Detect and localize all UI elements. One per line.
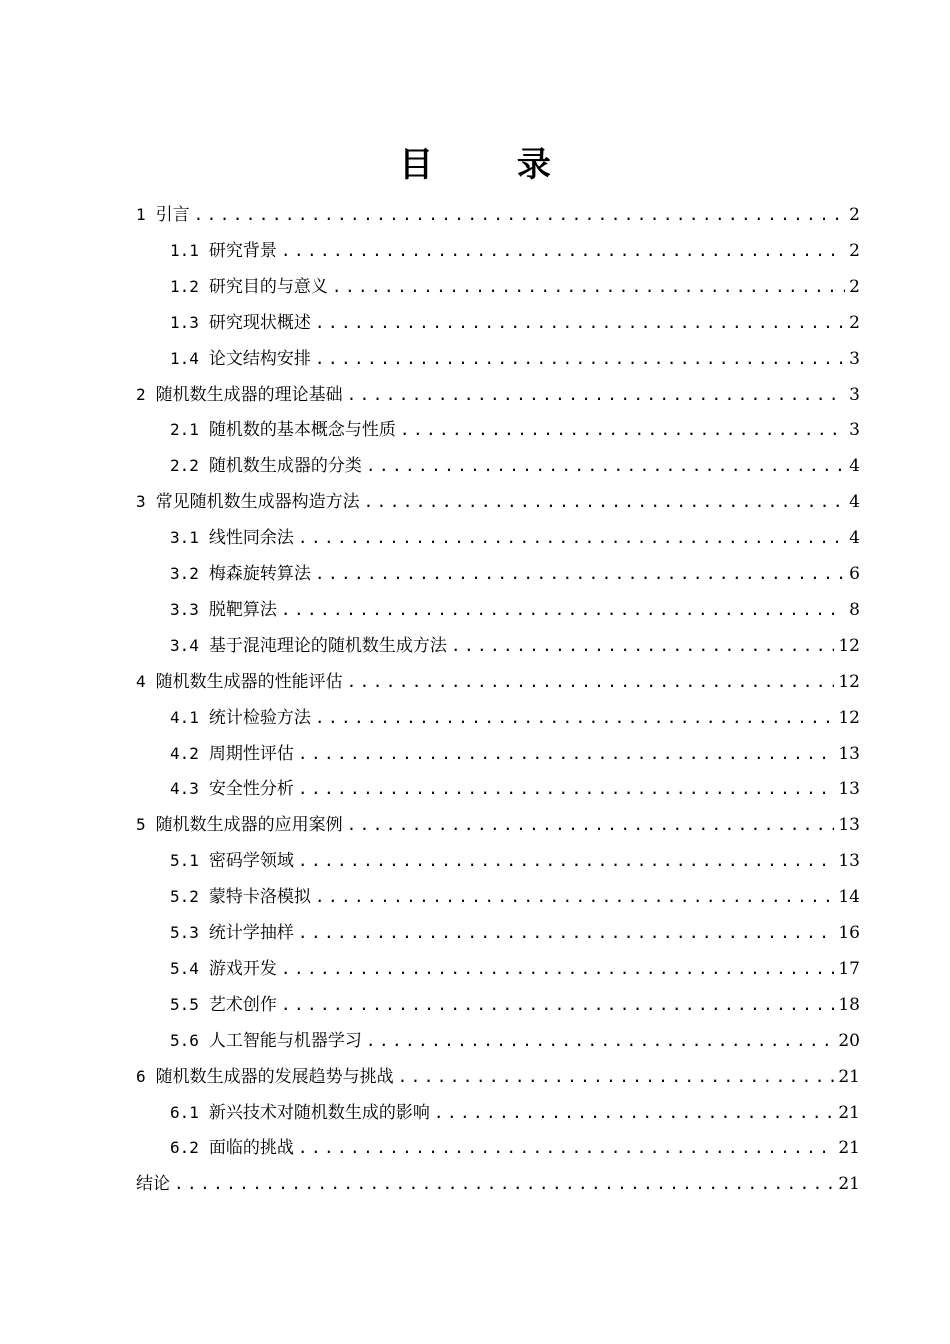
toc-entry[interactable]	[170, 597, 860, 623]
toc-dot-leader	[315, 310, 845, 336]
toc-entry-title: 引言	[155, 205, 190, 225]
toc-dot-leader	[315, 346, 845, 372]
toc-entry-title: 统计检验方法	[208, 707, 311, 728]
toc-entry-page-number: 2	[849, 312, 860, 333]
toc-entry-page-number: 14	[838, 887, 860, 908]
toc-entry-title: 面临的挑战	[208, 1138, 294, 1159]
toc-entry-page-number: 3	[849, 348, 860, 369]
toc-entry-page-number: 6	[849, 564, 860, 584]
toc-entry[interactable]	[136, 1171, 860, 1197]
toc-dot-leader	[315, 705, 834, 731]
toc-entry-number: 3.4	[170, 635, 199, 655]
toc-entry[interactable]	[170, 238, 860, 264]
toc-entry-title: 研究目的与意义	[208, 276, 328, 297]
toc-dot-leader	[364, 489, 846, 515]
toc-entry-title: 随机数生成器的理论基础	[155, 384, 343, 405]
toc-entry-number: 5.6	[170, 1030, 199, 1050]
toc-entry-number: 6.2	[170, 1138, 199, 1158]
toc-dot-leader	[347, 812, 835, 838]
toc-dot-leader	[298, 1135, 834, 1161]
toc-entry-page-number: 21	[838, 1138, 860, 1159]
toc-entry-page-number: 21	[838, 1102, 860, 1123]
toc-entry-title: 随机数生成器的分类	[208, 456, 362, 477]
toc-entry-number: 3.2	[170, 564, 199, 583]
toc-entry-title: 人工智能与机器学习	[208, 1030, 362, 1051]
toc-entry[interactable]	[170, 705, 860, 731]
toc-dot-leader	[366, 1028, 834, 1054]
toc-entry-title: 统计学抽样	[208, 923, 294, 943]
toc-entry[interactable]	[170, 417, 860, 443]
toc-entry-title: 研究背景	[208, 240, 277, 261]
toc-entry-page-number: 4	[849, 528, 860, 549]
toc-entry[interactable]	[170, 310, 860, 336]
toc-entry[interactable]	[136, 1064, 860, 1090]
toc-dot-leader	[347, 669, 835, 695]
toc-entry[interactable]	[170, 633, 860, 659]
toc-dot-leader	[366, 453, 845, 479]
toc-entry-number: 1.4	[170, 348, 199, 368]
toc-entry-number: 3.1	[170, 528, 199, 548]
toc-entry-number: 5.2	[170, 887, 199, 907]
toc-dot-leader	[281, 238, 845, 264]
toc-entry-number: 1.1	[170, 240, 199, 260]
toc-entry-page-number: 13	[838, 815, 860, 836]
toc-entry-title: 随机数生成器的发展趋势与挑战	[155, 1066, 394, 1087]
toc-entry-page-number: 13	[838, 779, 860, 800]
toc-entry[interactable]	[136, 382, 860, 408]
toc-dot-leader	[298, 848, 834, 874]
toc-entry[interactable]	[170, 453, 860, 479]
toc-entry-title: 线性同余法	[208, 528, 294, 549]
toc-entry-page-number: 4	[849, 492, 860, 513]
toc-entry-title: 脱靶算法	[208, 599, 277, 620]
toc-entry[interactable]	[170, 884, 860, 910]
toc-entry-page-number: 3	[849, 384, 860, 405]
toc-entry-title: 论文结构安排	[208, 348, 311, 369]
toc-entry-page-number: 8	[849, 599, 860, 620]
toc-entry-page-number: 17	[838, 958, 860, 979]
toc-entry-page-number: 12	[838, 635, 860, 656]
toc-entry-number: 2	[136, 384, 146, 404]
toc-entry-title: 游戏开发	[208, 958, 277, 979]
toc-entry-number: 3.3	[170, 599, 199, 619]
toc-dot-leader	[347, 382, 846, 408]
toc-dot-leader	[298, 525, 845, 551]
toc-entry-page-number: 12	[838, 707, 860, 728]
toc-entry-page-number: 20	[838, 1030, 860, 1051]
toc-entry-title: 艺术创作	[208, 994, 277, 1015]
toc-dot-leader	[298, 776, 834, 802]
toc-entry-title: 蒙特卡洛模拟	[208, 887, 311, 908]
toc-entry-number: 5	[136, 815, 146, 835]
toc-entry-title: 研究现状概述	[208, 312, 311, 333]
toc-entry-page-number: 12	[838, 671, 860, 692]
toc-entry[interactable]	[170, 525, 860, 551]
toc-entry[interactable]	[170, 1135, 860, 1161]
toc-entry-title: 密码学领域	[208, 851, 294, 872]
toc-entry-page-number: 2	[849, 240, 860, 261]
toc-entry[interactable]	[170, 1100, 860, 1126]
toc-entry[interactable]	[170, 956, 860, 982]
toc-dot-leader	[194, 202, 846, 228]
toc-entry-number: 1.3	[170, 312, 199, 332]
toc-entry-number: 2.1	[170, 420, 199, 440]
toc-entry-page-number: 16	[838, 923, 860, 943]
toc-dot-leader	[398, 1064, 835, 1090]
toc-dot-leader	[400, 417, 845, 443]
toc-entry[interactable]	[136, 669, 860, 695]
toc-entry-number: 4	[136, 671, 146, 691]
toc-entry-title: 新兴技术对随机数生成的影响	[208, 1102, 430, 1123]
toc-entry-number: 1.2	[170, 276, 199, 296]
toc-entry-title: 基于混沌理论的随机数生成方法	[208, 635, 447, 656]
toc-entry-page-number: 3	[849, 420, 860, 441]
toc-entry[interactable]	[170, 741, 860, 767]
toc-entry-page-number: 21	[838, 1174, 860, 1195]
toc-dot-leader	[451, 633, 834, 659]
toc-entry-title: 随机数的基本概念与性质	[208, 420, 396, 441]
toc-entry[interactable]	[136, 489, 860, 515]
toc-entry-number: 2.2	[170, 456, 199, 476]
toc-dot-leader	[315, 561, 845, 587]
toc-entry-number: 4.1	[170, 707, 199, 727]
toc-entry[interactable]	[170, 920, 860, 946]
toc-entry-title: 常见随机数生成器构造方法	[155, 492, 360, 513]
toc-entry-title: 随机数生成器的应用案例	[155, 815, 343, 836]
toc-dot-leader	[315, 884, 834, 910]
toc-entry-page-number: 2	[849, 276, 860, 297]
toc-entry[interactable]	[170, 346, 860, 372]
toc-title: 目 录	[399, 145, 587, 185]
toc-entry-page-number: 13	[838, 743, 860, 764]
toc-entry-page-number: 13	[838, 851, 860, 872]
toc-entry[interactable]	[170, 1028, 860, 1054]
toc-entry[interactable]	[170, 848, 860, 874]
toc-dot-leader	[298, 920, 834, 946]
toc-entry[interactable]	[170, 561, 860, 587]
toc-entry-page-number: 18	[838, 994, 860, 1015]
toc-entry[interactable]	[170, 274, 860, 300]
toc-entry-page-number: 21	[838, 1066, 860, 1087]
toc-entry-number: 5.4	[170, 958, 199, 978]
toc-entry-title: 随机数生成器的性能评估	[155, 671, 343, 692]
toc-entry-number: 1	[136, 205, 146, 224]
toc-dot-leader	[281, 992, 834, 1018]
toc-entry-number: 4.3	[170, 779, 199, 799]
toc-dot-leader	[332, 274, 845, 300]
toc-dot-leader	[174, 1171, 834, 1197]
toc-entry-number: 6.1	[170, 1102, 199, 1122]
toc-dot-leader	[298, 741, 834, 767]
toc-entry-number: 6	[136, 1066, 146, 1086]
toc-entry-title: 梅森旋转算法	[208, 564, 311, 584]
toc-entry[interactable]	[136, 202, 860, 228]
toc-entry-page-number: 2	[849, 205, 860, 225]
toc-entry-number: 5.5	[170, 994, 199, 1014]
toc-dot-leader	[281, 956, 834, 982]
toc-entry-title: 周期性评估	[208, 743, 294, 764]
toc-entry-title: 结论	[136, 1174, 170, 1195]
toc-entry[interactable]	[170, 776, 860, 802]
toc-dot-leader	[434, 1100, 834, 1126]
toc-dot-leader	[281, 597, 845, 623]
toc-entry-number: 5.1	[170, 851, 199, 871]
toc-entry[interactable]	[136, 812, 860, 838]
toc-entry-title: 安全性分析	[208, 779, 294, 800]
toc-entry-number: 3	[136, 492, 146, 512]
toc-entry-number: 5.3	[170, 923, 199, 942]
toc-entry[interactable]	[170, 992, 860, 1018]
toc-entry-page-number: 4	[849, 456, 860, 477]
toc-entry-number: 4.2	[170, 743, 199, 763]
